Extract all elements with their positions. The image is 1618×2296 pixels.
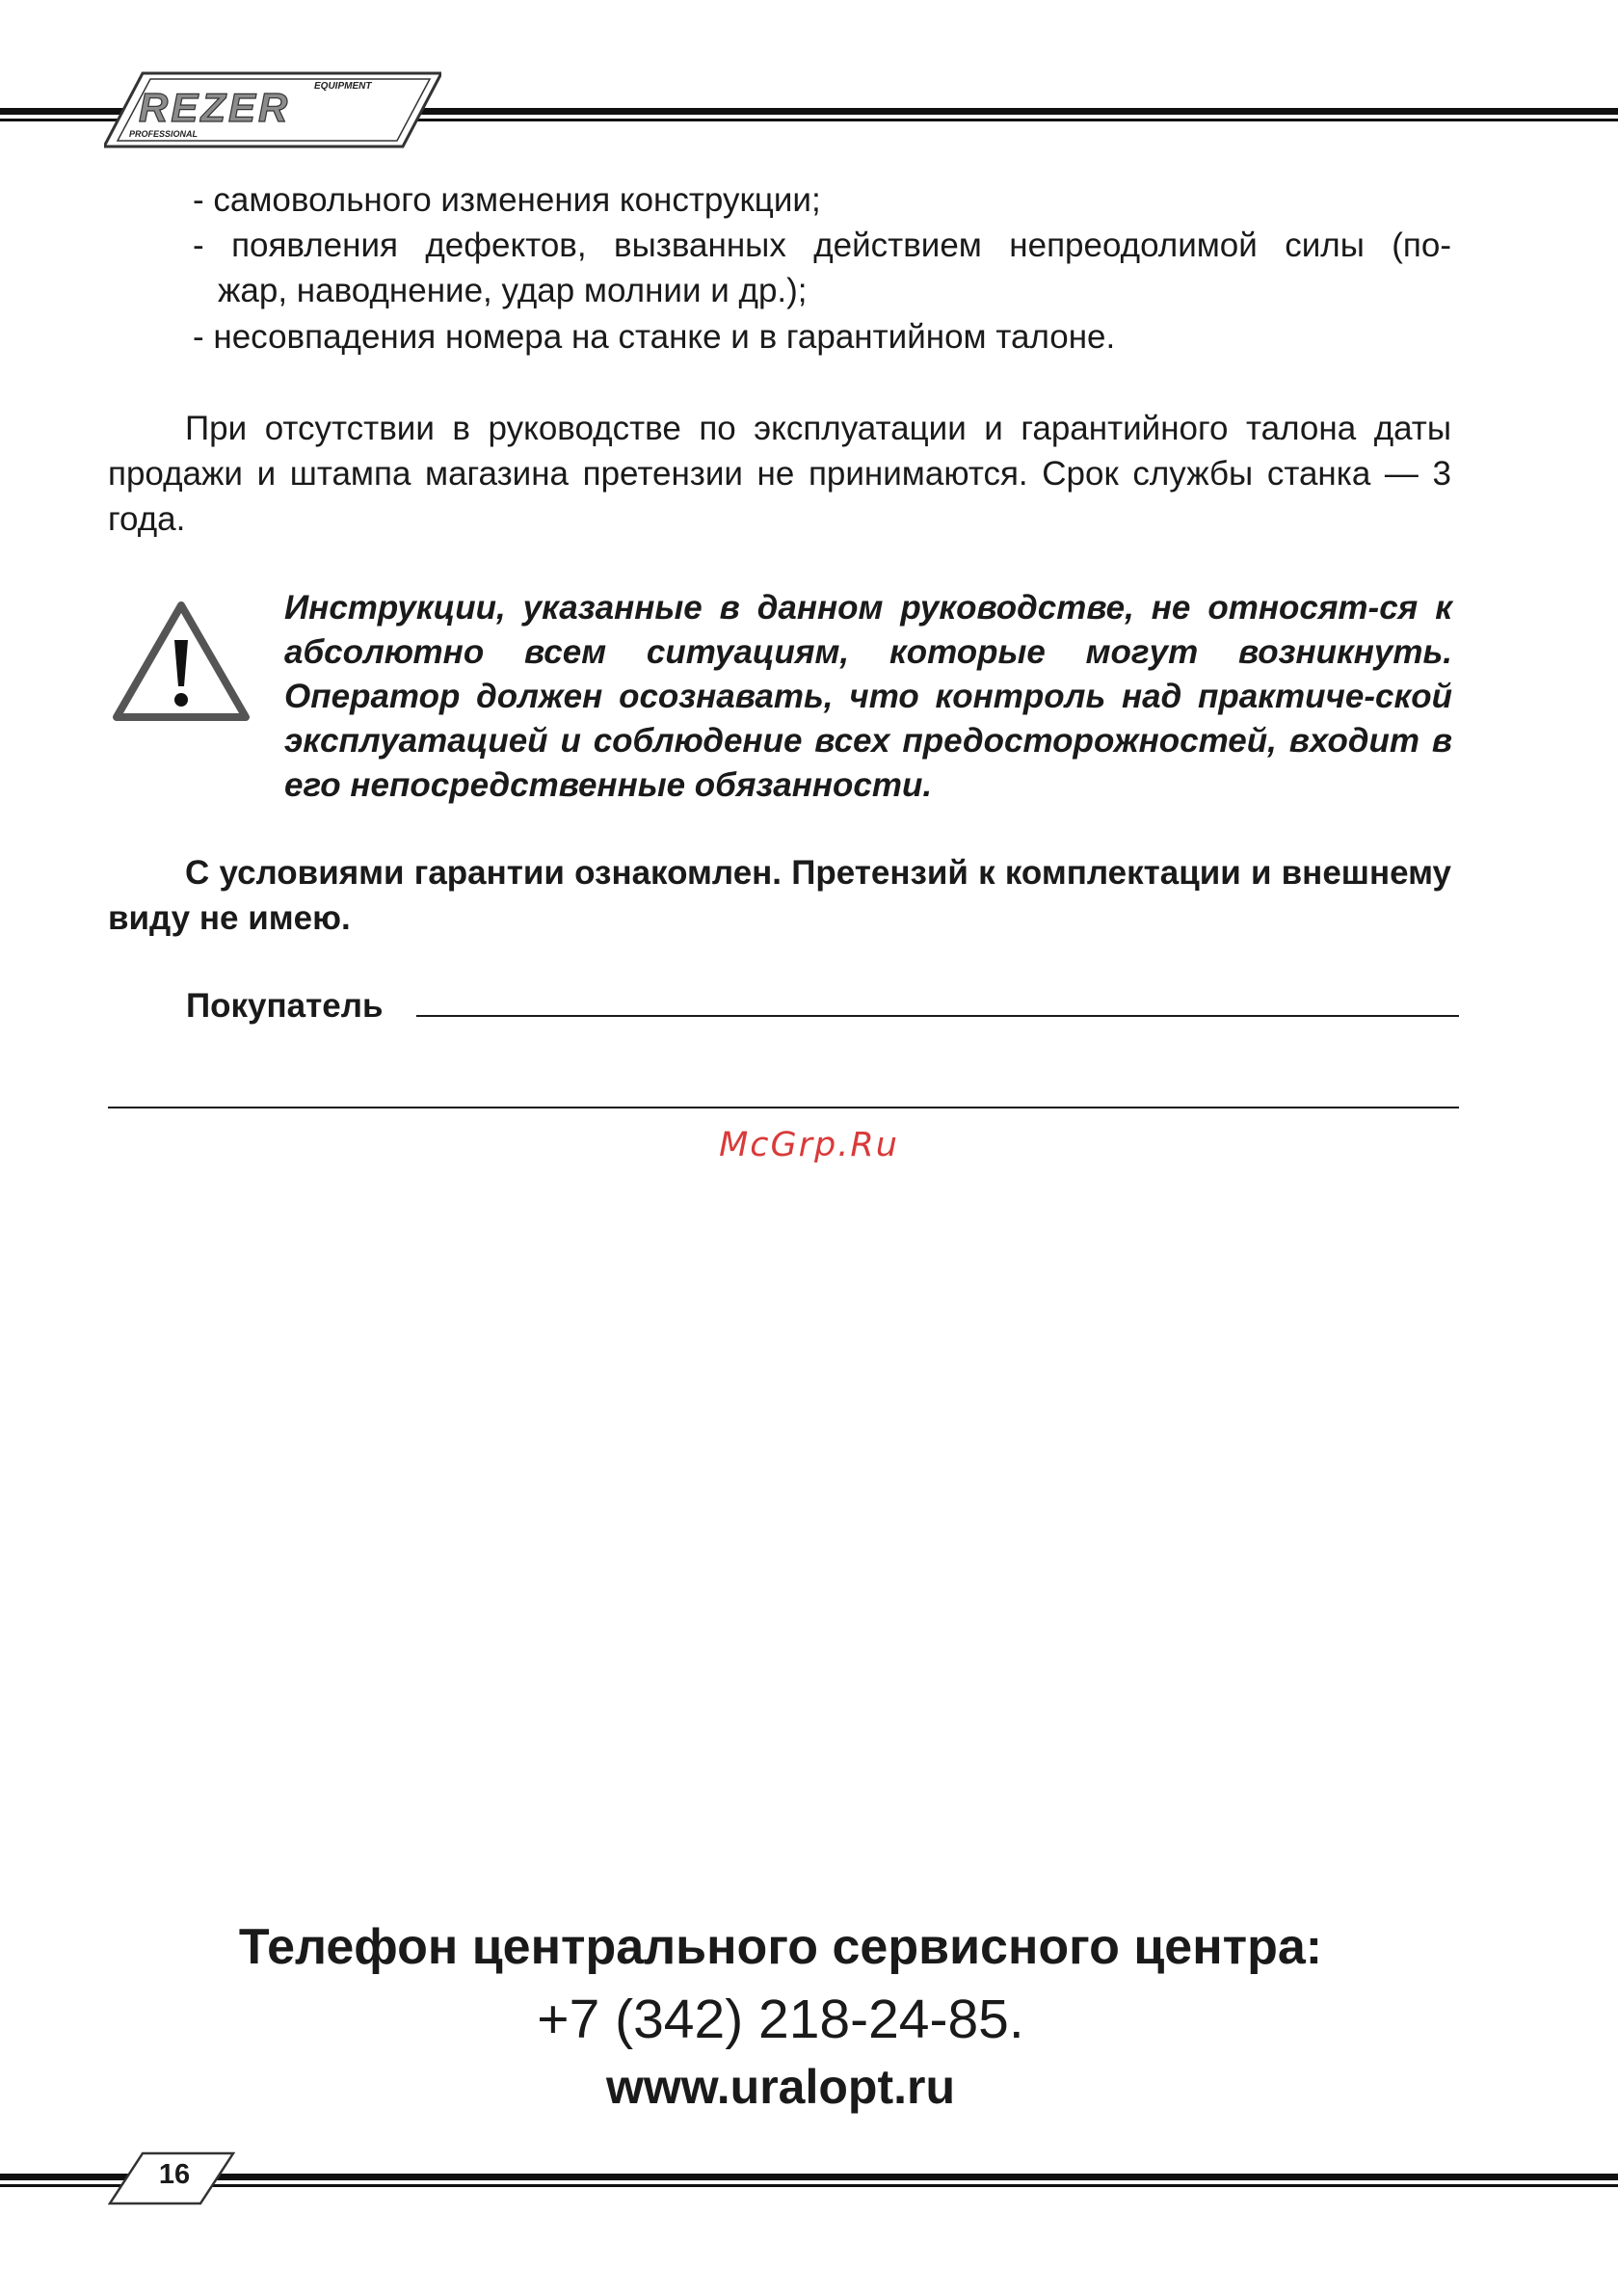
svg-text:EQUIPMENT: EQUIPMENT: [314, 81, 372, 92]
bullet-item-3: - несовпадения номера на станке и в гарантийном талоне.: [193, 318, 1116, 356]
warning-text: Инструкции, указанные в данном руководстве, не относят-ся к абсолютно всем ситуациям, которые могут возникнуть. Оператор должен осознавать, что контроль над практиче-ской эксплуатацией и соблюдение всех предосторожностей, входит в его непосредственные обязанности.: [284, 589, 1452, 804]
footer-rule-thin: [0, 2184, 1618, 2187]
service-phone: +7 (342) 218-24-85.: [537, 1989, 1024, 2050]
acknowledgement-content: С условиями гарантии ознакомлен. Претензий к комплектации и внешнему виду не имею.: [108, 854, 1451, 937]
buyer-label: Покупатель: [186, 987, 384, 1025]
svg-text:REZER: REZER: [139, 85, 291, 130]
bullet-item-1: - самовольного изменения конструкции;: [193, 181, 821, 219]
buyer-signature-line-2: [108, 1107, 1459, 1108]
bullet-item-2-continuation: жар, наводнение, удар молнии и др.);: [218, 272, 808, 309]
warranty-paragraph: [108, 406, 1451, 542]
buyer-signature-line: [416, 1015, 1459, 1017]
footer-rule-thick: [0, 2174, 1618, 2180]
acknowledgement-text: [108, 850, 1451, 941]
watermark: McGrp.Ru: [719, 1126, 899, 1164]
rezer-logo: [104, 71, 441, 148]
service-title: Телефон центрального сервисного центра:: [238, 1919, 1323, 1975]
bullet-item-2: - появления дефектов, вызванных действием непреодолимой силы (по-: [193, 227, 1451, 264]
warranty-paragraph-text: При отсутствии в руководстве по эксплуатации и гарантийного талона даты продажи и штампа магазина претензии не принимаются. Срок службы станка — 3 года.: [108, 410, 1451, 538]
svg-text:PROFESSIONAL: PROFESSIONAL: [129, 129, 199, 139]
service-website[interactable]: www.uralopt.ru: [605, 2060, 956, 2114]
page-number: 16: [158, 2159, 191, 2190]
warning-triangle-icon: [111, 600, 252, 725]
